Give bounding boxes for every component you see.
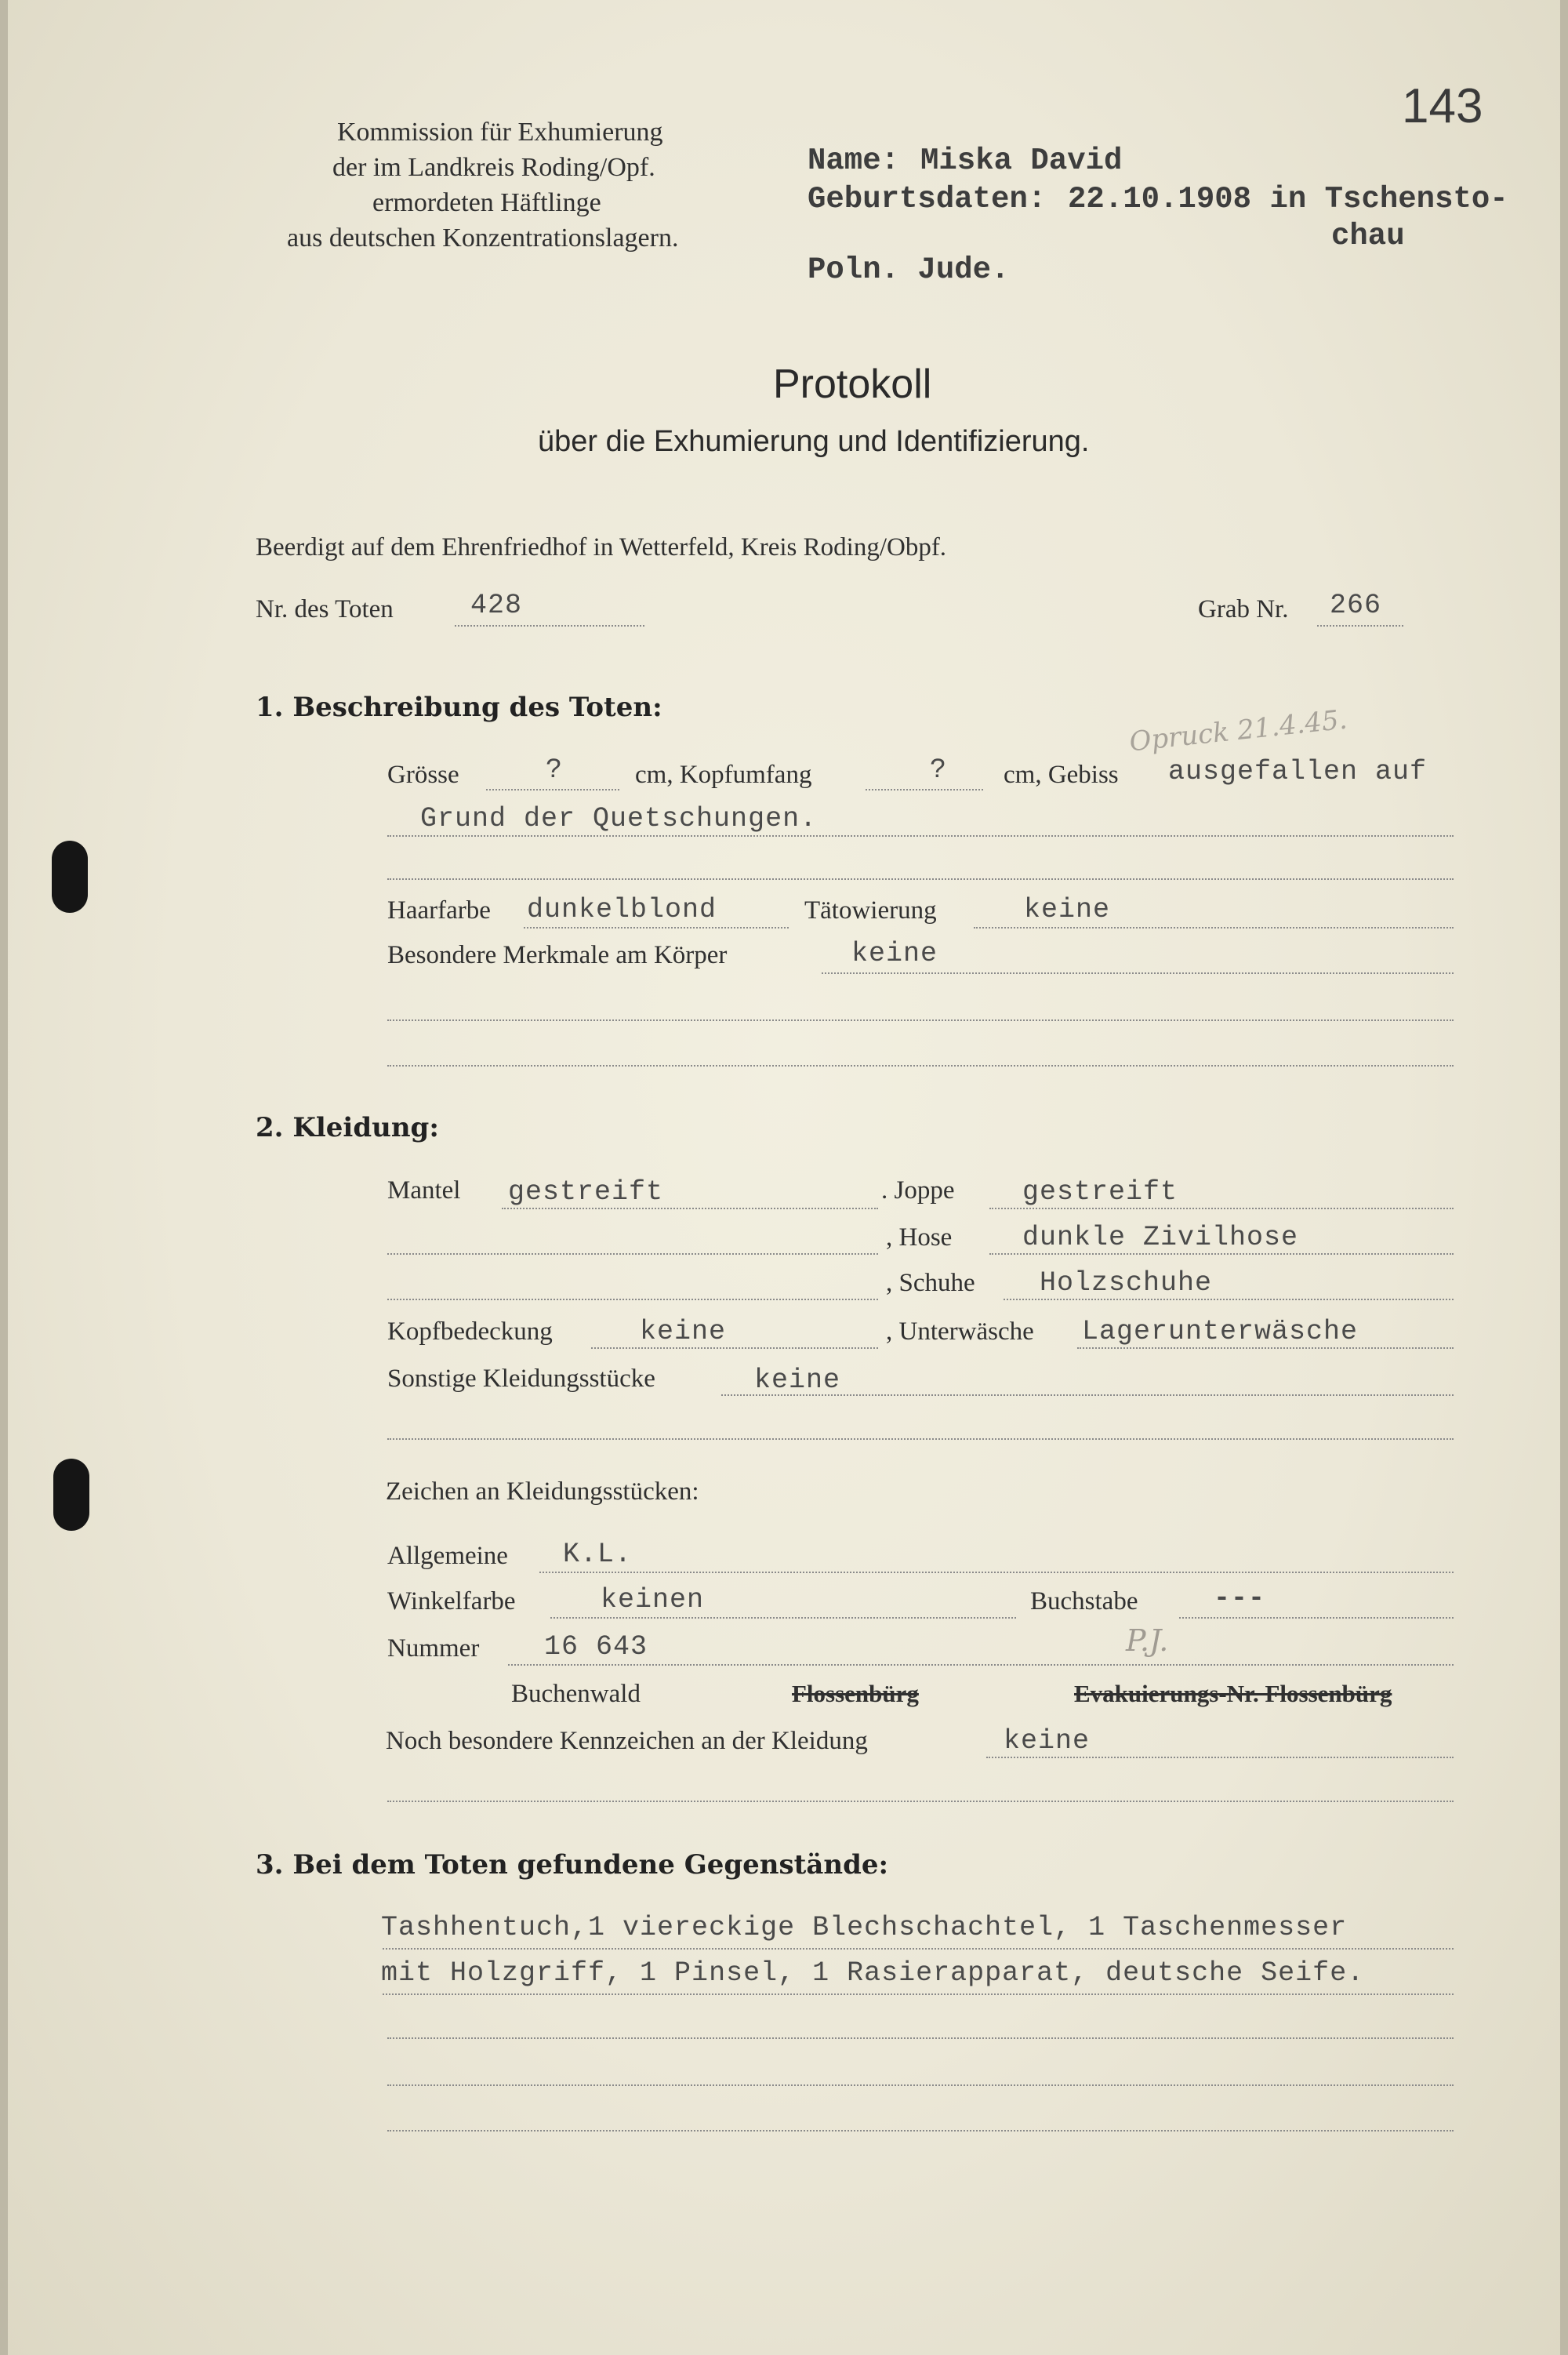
jacket-line	[989, 1208, 1454, 1209]
headwear-label: Kopfbedeckung	[387, 1317, 553, 1346]
blank-line-8	[387, 2130, 1454, 2131]
jacket-value: gestreift	[1022, 1176, 1178, 1208]
general-marks-label: Allgemeine	[387, 1542, 508, 1570]
clothing-marks-heading: Zeichen an Kleidungsstücken:	[386, 1477, 699, 1506]
coat-line-2	[387, 1253, 878, 1255]
height-value: ?	[546, 754, 564, 786]
burial-location: Beerdigt auf dem Ehrenfriedhof in Wetterfeld, Kreis Roding/Obpf.	[256, 533, 947, 561]
blank-line-3	[387, 1065, 1454, 1067]
hair-line	[524, 927, 789, 929]
blank-line-4	[387, 1438, 1454, 1440]
jacket-label: . Joppe	[881, 1176, 955, 1205]
grave-number-line	[1317, 625, 1403, 627]
number-line	[508, 1664, 1454, 1666]
letter-line	[1179, 1617, 1454, 1619]
page-title: Protokoll	[773, 362, 932, 407]
extra-marks-label: Noch besondere Kennzeichen an der Kleidung	[386, 1727, 868, 1755]
teeth-label: cm, Gebiss	[1004, 761, 1119, 789]
trousers-line	[989, 1253, 1454, 1255]
body-marks-line	[822, 972, 1454, 974]
dead-number-label: Nr. des Toten	[256, 595, 394, 623]
punch-hole-top	[52, 841, 88, 913]
teeth-line-2	[387, 835, 1454, 837]
teeth-value-continued: Grund der Quetschungen.	[420, 803, 818, 834]
name-label: Name:	[808, 144, 900, 178]
coat-value: gestreift	[508, 1176, 664, 1208]
page-subtitle: über die Exhumierung und Identifizierung.	[538, 425, 1090, 458]
handwritten-initial: P.J.	[1126, 1623, 1169, 1658]
blank-line-6	[387, 2037, 1454, 2039]
head-size-value: ?	[930, 754, 948, 786]
coat-label: Mantel	[387, 1176, 461, 1205]
evacuation-number-struck: Evakuierungs-Nr. Flossenbürg	[1074, 1680, 1392, 1707]
head-size-line	[866, 789, 983, 790]
shoes-label: , Schuhe	[886, 1269, 975, 1297]
underwear-label: , Unterwäsche	[886, 1317, 1034, 1346]
section-1-heading: 1. Beschreibung des Toten:	[256, 692, 662, 723]
commission-line-3: ermordeten Häftlinge	[372, 188, 601, 217]
grave-number-label: Grab Nr.	[1198, 595, 1289, 623]
headwear-line	[591, 1347, 878, 1349]
teeth-value: ausgefallen auf	[1168, 756, 1428, 787]
trousers-value: dunkle Zivilhose	[1022, 1222, 1299, 1253]
number-label: Nummer	[387, 1634, 480, 1663]
tattoo-value: keine	[1024, 894, 1111, 925]
commission-line-2: der im Landkreis Roding/Opf.	[332, 153, 655, 182]
commission-line-4: aus deutschen Konzentrationslagern.	[287, 224, 679, 253]
birth-value-continued: chau	[1331, 219, 1405, 253]
punch-hole-bottom	[53, 1459, 89, 1531]
nationality: Poln. Jude.	[808, 253, 1010, 287]
tattoo-line	[974, 927, 1454, 929]
dead-number-value: 428	[470, 590, 523, 621]
letter-label: Buchstabe	[1030, 1587, 1138, 1615]
height-label: Grösse	[387, 761, 459, 789]
items-text-line-2: mit Holzgriff, 1 Pinsel, 1 Rasierapparat, deutsche Seife.	[381, 1957, 1365, 1989]
handwritten-note: Opruck 21.4.45.	[1127, 703, 1349, 758]
shoes-value: Holzschuhe	[1040, 1267, 1213, 1299]
general-marks-line	[539, 1572, 1454, 1573]
underwear-line	[1077, 1347, 1454, 1349]
birth-value: 22.10.1908 in Tschensto-	[1068, 182, 1508, 216]
letter-value: ---	[1214, 1583, 1266, 1614]
number-value: 16 643	[544, 1631, 648, 1663]
general-marks-value: K.L.	[563, 1539, 633, 1570]
triangle-color-label: Winkelfarbe	[387, 1587, 516, 1615]
name-value: Miska David	[920, 144, 1123, 178]
body-marks-label: Besondere Merkmale am Körper	[387, 941, 728, 969]
items-line-1	[383, 1948, 1454, 1950]
coat-line-3	[387, 1299, 878, 1300]
blank-line-2	[387, 1019, 1454, 1021]
blank-line-5	[387, 1801, 1454, 1802]
section-2-heading: 2. Kleidung:	[256, 1112, 439, 1143]
headwear-value: keine	[640, 1316, 727, 1347]
camp-buchenwald: Buchenwald	[511, 1680, 641, 1708]
height-line	[486, 789, 619, 790]
other-clothing-label: Sonstige Kleidungsstücke	[387, 1365, 655, 1393]
items-text-line-1: Tashhentuch,1 viereckige Blechschachtel, 1 Taschenmesser	[381, 1912, 1348, 1943]
page-number: 143	[1402, 79, 1483, 133]
other-clothing-value: keine	[754, 1365, 841, 1396]
section-3-heading: 3. Bei dem Toten gefundene Gegenstände:	[256, 1849, 889, 1881]
triangle-color-value: keinen	[601, 1584, 705, 1615]
hair-value: dunkelblond	[527, 894, 717, 925]
extra-marks-line	[986, 1757, 1454, 1758]
underwear-value: Lagerunterwäsche	[1082, 1316, 1359, 1347]
trousers-label: , Hose	[886, 1223, 953, 1252]
page-left-edge	[0, 0, 8, 2355]
hair-label: Haarfarbe	[387, 896, 491, 925]
dead-number-line	[455, 625, 644, 627]
body-marks-value: keine	[851, 938, 938, 969]
items-line-2	[383, 1993, 1454, 1995]
grave-number-value: 266	[1330, 590, 1382, 621]
coat-line	[502, 1208, 878, 1209]
page-right-edge	[1560, 0, 1568, 2355]
shoes-line	[1004, 1299, 1454, 1300]
commission-line-1: Kommission für Exhumierung	[337, 118, 663, 147]
birth-label: Geburtsdaten:	[808, 182, 1047, 216]
head-size-label: cm, Kopfumfang	[635, 761, 812, 789]
camp-flossenburg-struck: Flossenbürg	[792, 1680, 919, 1707]
blank-line-1	[387, 878, 1454, 880]
blank-line-7	[387, 2084, 1454, 2086]
triangle-color-line	[550, 1617, 1016, 1619]
tattoo-label: Tätowierung	[804, 896, 937, 925]
extra-marks-value: keine	[1004, 1725, 1091, 1757]
